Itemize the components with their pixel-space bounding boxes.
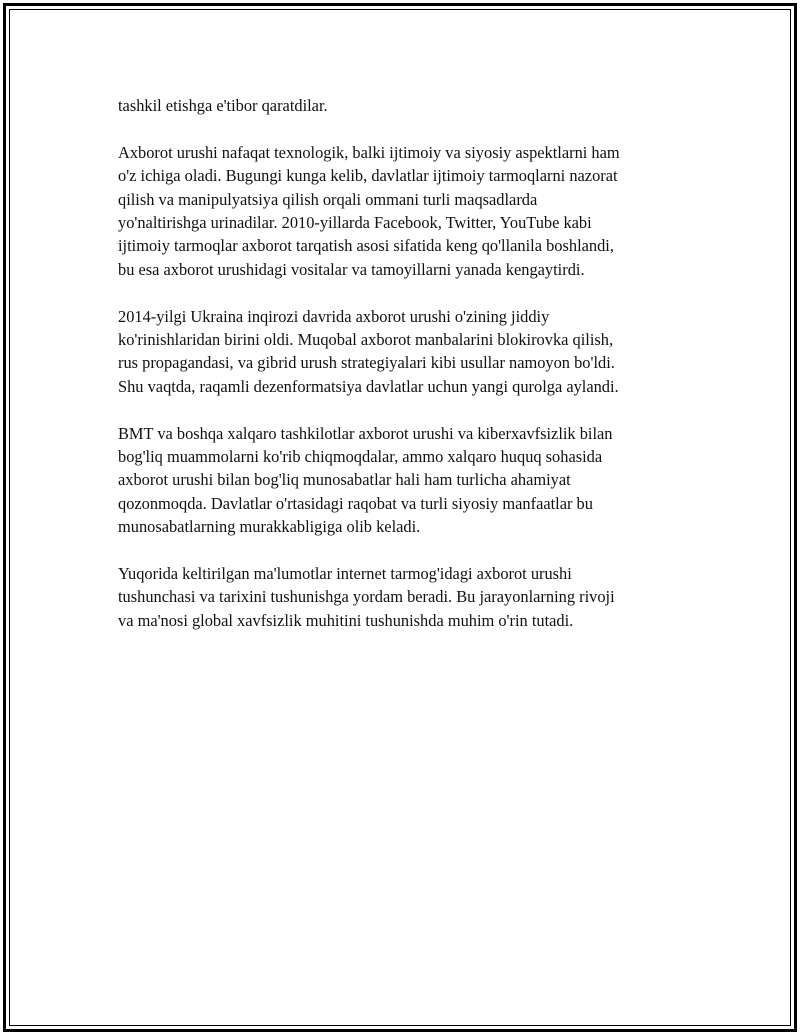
text-line: munosabatlarning murakkabligiga olib keladi. <box>118 517 421 537</box>
text-line: bog'liq muammolarni ko'rib chiqmoqdalar, ammo xalqaro huquq sohasida <box>118 447 603 467</box>
text-line: rus propagandasi, va gibrid urush strategiyalari kibi usullar namoyon bo'ldi. <box>118 353 615 373</box>
text-line: qilish va manipulyatsiya qilish orqali ommani turli maqsadlarda <box>118 189 538 209</box>
text-line: BMT va boshqa xalqaro tashkilotlar axborot urushi va kiberxavfsizlik bilan <box>118 423 613 443</box>
text-line: yo'naltirishga urinadilar. 2010-yillarda Facebook, Twitter, YouTube kabi <box>118 213 592 233</box>
text-line: axborot urushi bilan bog'liq munosabatlar hali ham turlicha ahamiyat <box>118 470 571 490</box>
document-body <box>118 94 698 656</box>
text-line: qozonmoqda. Davlatlar o'rtasidagi raqobat va turli siyosiy manfaatlar bu <box>118 493 593 513</box>
text-line: o'z ichiga oladi. Bugungi kunga kelib, davlatlar ijtimoiy tarmoqlarni nazorat <box>118 166 618 186</box>
text-line: bu esa axborot urushidagi vositalar va tamoyillarni yanada kengaytirdi. <box>118 259 585 279</box>
text-line: Axborot urushi nafaqat texnologik, balki ijtimoiy va siyosiy aspektlarni ham <box>118 142 620 162</box>
paragraph-4 <box>118 422 698 539</box>
paragraph-3 <box>118 305 698 399</box>
text-line: tashkil etishga e'tibor qaratdilar. <box>118 96 328 115</box>
text-line: tushunchasi va tarixini tushunishga yordam beradi. Bu jarayonlarning rivoji <box>118 587 615 607</box>
paragraph-5 <box>118 562 698 632</box>
paragraph-1 <box>118 94 698 117</box>
text-line: va ma'nosi global xavfsizlik muhitini tushunishda muhim o'rin tutadi. <box>118 610 574 630</box>
text-line: Yuqorida keltirilgan ma'lumotlar internet tarmog'idagi axborot urushi <box>118 564 572 584</box>
text-line: 2014-yilgi Ukraina inqirozi davrida axborot urushi o'zining jiddiy <box>118 306 550 326</box>
text-line: ko'rinishlaridan birini oldi. Muqobal axborot manbalarini blokirovka qilish, <box>118 330 614 350</box>
text-line: Shu vaqtda, raqamli dezenformatsiya davlatlar uchun yangi qurolga aylandi. <box>118 376 619 396</box>
paragraph-2 <box>118 141 698 281</box>
text-line: ijtimoiy tarmoqlar axborot tarqatish asosi sifatida keng qo'llanila boshlandi, <box>118 236 614 256</box>
